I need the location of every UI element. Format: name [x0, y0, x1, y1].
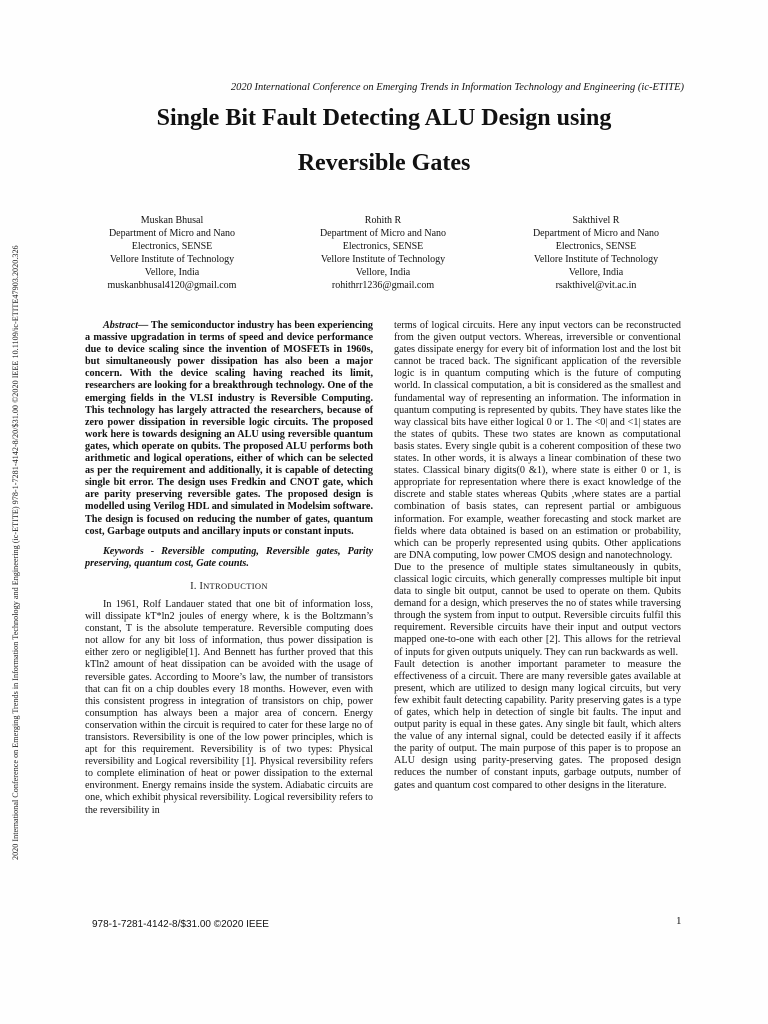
author-email: rohithrr1236@gmail.com [331, 280, 435, 291]
author-city: Vellore, India [568, 267, 624, 278]
author-block-3 [506, 214, 686, 292]
paper-title-line1: Single Bit Fault Detecting ALU Design using [156, 105, 612, 131]
section-number: I. [190, 580, 197, 592]
author-institution: Vellore Institute of Technology [109, 254, 235, 265]
author-dept: Department of Micro and Nano [319, 228, 447, 239]
author-institution: Vellore Institute of Technology [320, 254, 446, 265]
right-column [394, 320, 681, 792]
body-paragraph: Fault detection is another important parameter to measure the effectiveness of a circuit. There are many reversible gates available at present, which are utilized to design many logical circuits, but very few exhibit fault detecting capability. Parity preserving gates is a type of gates, which help in detection of single bit faults. The input and output parity is equal in these gates. Any single bit fault, which alters the value of any internal signal, could be detected easily if it affects the parity of output. The main purpose of this paper is to propose an ALU design using parity-preserving gates. The proposed design reduces the number of constant inputs, garbage outputs, number of gates and quantum cost compared to other designs in the literature. [394, 658, 681, 791]
author-city: Vellore, India [144, 267, 200, 278]
author-name: Sakthivel R [572, 215, 620, 226]
section-heading-introduction [85, 580, 373, 593]
author-dept: Department of Micro and Nano [108, 228, 236, 239]
body-paragraph: terms of logical circuits. Here any input vectors can be reconstructed from the given output vectors. Whereas, irreversible or conventional gates dissipate energy for every bit of information lost and the lost bit cannot be traced back. The significant application of the reversible logic is in quantum computing which is the future of computing world. In classical computation, a bit is considered as the smallest and fundamental way of representing an information. The information in quantum computing is represented by qubits. They have states like the way classical bits have either logical 0 or 1. The <0| and <1| states are the states of qubits. These two states are known as computational basis states. Every single qubit is a coherent composition of these two states. In other words, it is always a linear combination of these two states. Classical binary digits(0 &1), where state is either 0 or 1, is appropriate for representation where there is exact knowledge of the discrete and stable states whereas Qubits ,where states are a partial combination of basis states, can represent partial or ambiguous information. For example, weather forecasting and stock market are fields where data obtained is based on an estimation or probability, which can be properly represented using qubits. Other applications are DNA computing, low power CMOS design and nanotechnology. [394, 320, 681, 561]
author-dept: Department of Micro and Nano [532, 228, 660, 239]
section-title-initial: I [199, 580, 204, 592]
author-dept: Electronics, SENSE [342, 241, 424, 252]
body-paragraph: Due to the presence of multiple states simultaneously in qubits, classical logic circuits, which generally compresses multiple bit input data to single bit output, cannot be used to operate on them. Qubits demand for a design, which preserves the no of states while traversing through the system from input to output. Reversible circuits fulfil this requirement. Reversible circuits have their input and output vectors mapped one-to-one with each other [2]. This allows for the retrieval of inputs for given outputs uniquely. They can run backwards as well. [394, 561, 681, 658]
abstract [85, 320, 373, 538]
abstract-label: Abstract— [103, 320, 149, 331]
author-city: Vellore, India [355, 267, 411, 278]
author-block-1 [82, 214, 262, 292]
author-email: muskanbhusal4120@gmail.com [107, 280, 237, 291]
author-block-2 [293, 214, 473, 292]
side-copyright-note [2, 150, 20, 860]
page-number: 1 [676, 915, 682, 927]
author-dept: Electronics, SENSE [555, 241, 637, 252]
abstract-text: The semiconductor industry has been experiencing a massive upgradation in terms of speed and device performance due to device scaling since the invention of MOSFETs in 1960s, but simultaneously power dissipation has also been a major concern. With the device scaling having reached its limit, researchers are looking for a breakthrough technology. One of the emerging fields in the VLSI industry is Reversible Computing. This technology has largely attracted the researchers, because of zero power dissipation in reversible logic circuits. The proposed work here is towards designing an ALU using reversible quantum gates, which operate on qubits. The proposed ALU performs both arithmetic and logical operations, either of which can be selected as per the requirement and additionally, it is capable of detecting single bit error. The design uses Fredkin and CNOT gate, which are parity preserving reversible gates. The proposed design is modelled using Verilog HDL and simulated in Modelsim software. The design is focused on reducing the number of gates, quantum cost, Garbage outputs and ancillary inputs or constant inputs. [85, 320, 373, 537]
author-name: Muskan Bhusal [140, 215, 204, 226]
author-email: rsakthivel@vit.ac.in [555, 280, 637, 291]
author-dept: Electronics, SENSE [131, 241, 213, 252]
left-column [85, 320, 373, 817]
footer-copyright: 978-1-7281-4142-8/$31.00 ©2020 IEEE [92, 919, 269, 930]
section-title-rest: NTRODUCTION [203, 580, 268, 591]
conference-header: 2020 International Conference on Emerging Trends in Information Technology and Engineering (ic-ETITE) [230, 82, 684, 93]
introduction-paragraph: In 1961, Rolf Landauer stated that one bit of information loss, will dissipate kT*ln2 joules of energy where, k is the Boltzmann’s constant, T is the absolute temperature. Reversible computing does not allow for any bit loss of information, thus power dissipation is either zero or negligible[1]. And Bennett has further proved that this kTln2 amount of heat dissipation can be avoided with the usage of reversible gates. According to Moore’s law, the number of transistors that can fit on a chip doubles every 18 months. However, even with this consistent progress in integration of transistors on chip, power consumption has always been a major area of concern. Energy conservation within the circuit is required to cater for these large no of transistors. Reversibility is one of the low power principles, which is apt for this requirement. Reversibility is of two types: Physical reversibility and Logical reversibility [1]. Physical reversibility refers to complete elimination of heat or power dissipation to the external environment. Energy remains inside the system. Adiabatic circuits are one, which exhibit physical reversibility. Logical reversibility refers to the reversibility in [85, 598, 373, 816]
author-institution: Vellore Institute of Technology [533, 254, 659, 265]
author-name: Rohith R [364, 215, 402, 226]
keywords: Keywords - Reversible computing, Reversible gates, Parity preserving, quantum cost, Gate counts. [85, 545, 373, 569]
side-copyright-text: 2020 International Conference on Emerging Trends in Information Technology and Engineering (ic-ETITE) 978-1-7281-4142-8/20/$31.00 ©2020 IEEE 10.1109/ic-ETITE47903.2020.326 [11, 245, 20, 860]
paper-title-line2: Reversible Gates [297, 150, 471, 176]
